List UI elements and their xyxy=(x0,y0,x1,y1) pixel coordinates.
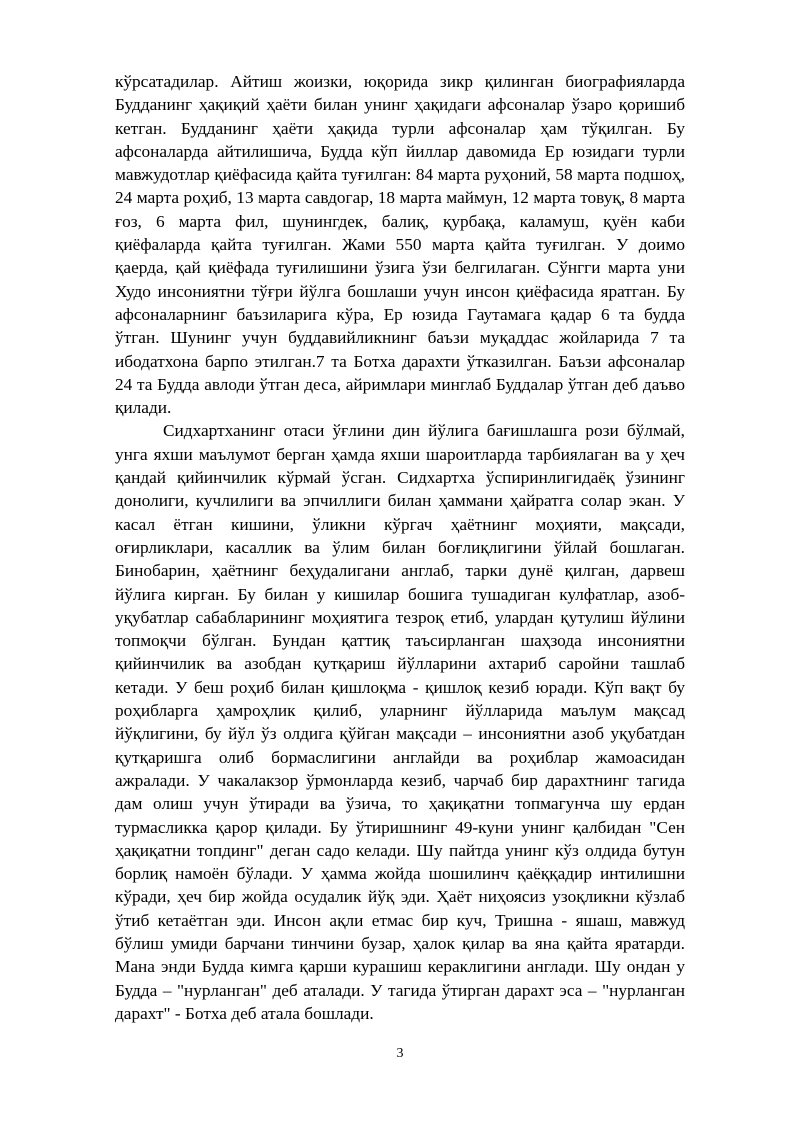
paragraph-siddhartha-enlightenment: Сидхартханинг отаси ўғлини дин йўлига бағишлашга рози бўлмай, унга яхши маълумот берган ҳамда яхши шароитларда тарбиялаган ва у ҳеч қандай қийинчилик кўрмай ўсган. Сидхартха ўспиринлигидаёқ ўзининг донолиги, кучлилиги ва эпчиллиги билан ҳаммани ҳайратга солар экан. У касал ётган кишини, ўликни кўргач ҳаётнинг моҳияти, мақсади, оғирликлари, касаллик ва ўлим билан боғлиқлигини ўйлай бошлаган. Бинобарин, ҳаётнинг беҳудалигани англаб, тарки дунё қилган, дарвеш йўлига кирган. Бу билан у кишилар бошига тушадиган кулфатлар, азоб-уқубатлар сабабларининг моҳиятига тезроқ етиб, улардан қутулиш йўлини топмоқчи бўлган. Бундан қаттиқ таъсирланган шаҳзода инсониятни қийинчилик ва азобдан қутқариш йўлларини ахтариб саройни ташлаб кетади. У беш роҳиб билан қишлоқма - қишлоқ кезиб юради. Кўп вақт бу роҳибларга ҳамроҳлик қилиб, уларнинг йўлларида маълум мақсад йўқлигини, бу йўл ўз олдига қўйган мақсади – инсониятни азоб уқубатдан қутқаришга олиб бормаслигини англайди ва роҳиблар жамоасидан ажралади. У чакалакзор ўрмонларда кезиб, чарчаб бир дарахтнинг тагида дам олиш учун ўтиради ва ўзича, то ҳақиқатни топмагунча шу ердан турмасликка қарор қилади. Бу ўтиришнинг 49-куни унинг қалбидан "Сен ҳақиқатни топдинг" деган садо келади. Шу пайтда унинг кўз олдида бутун борлиқ намоён бўлади. У ҳамма жойда шошилинч қаёққадир интилишни кўради, ҳеч бир жойда осудалик йўқ эди. Ҳаёт ниҳоясиз узоқликни кўзлаб ўтиб кетаётган эди. Инсон ақли етмас бир куч, Тришна - яшаш, мавжуд бўлиш умиди барчани тинчини бузар, ҳалок қилар ва яна қайта яратарди. Мана энди Будда кимга қарши курашиш кераклигини англади. Шу ондан у Будда – "нурланган" деб аталади. У тагида ўтирган дарахт эса – "нурланган дарахт" - Ботха деб атала бошлади. xyxy=(115,421,685,1023)
paragraph-buddha-legends: кўрсатадилар. Айтиш жоизки, юқорида зикр қилинган биографияларда Будданинг ҳақиқий ҳаёти билан унинг ҳақидаги афсоналар ўзаро қоришиб кетган. Будданинг ҳаёти ҳақида турли афсоналар ҳам тўқилган. Бу афсоналарда айтилишича, Будда кўп йиллар давомида Ер юзидаги турли мавжудотлар қиёфасида қайта туғилган: 84 марта руҳоний, 58 марта подшоҳ, 24 марта роҳиб, 13 марта савдогар, 18 марта маймун, 12 марта товуқ, 8 марта ғоз, 6 марта фил, шунингдек, балиқ, қурбақа, каламуш, қуён каби қиёфаларда қайта туғилган. Жами 550 марта қайта туғилган. У доимо қаерда, қай қиёфада туғилишини ўзига ўзи белгилаган. Сўнгги марта уни Худо инсониятни тўғри йўлга бошлаши учун инсон қиёфасида яратган. Бу афсоналарнинг баъзиларига кўра, Ер юзида Гаутамага қадар 6 та будда ўтган. Шунинг учун буддавийликнинг баъзи муқаддас жойларида 7 та ибодатхона барпо этилган.7 та Ботха дарахти ўтказилган. Баъзи афсоналар 24 та Будда авлоди ўтган деса, айримлари минглаб Буддалар ўтган деб даъво қилади. xyxy=(115,72,685,418)
document-body xyxy=(115,70,685,1025)
page-number: 3 xyxy=(396,1046,404,1061)
